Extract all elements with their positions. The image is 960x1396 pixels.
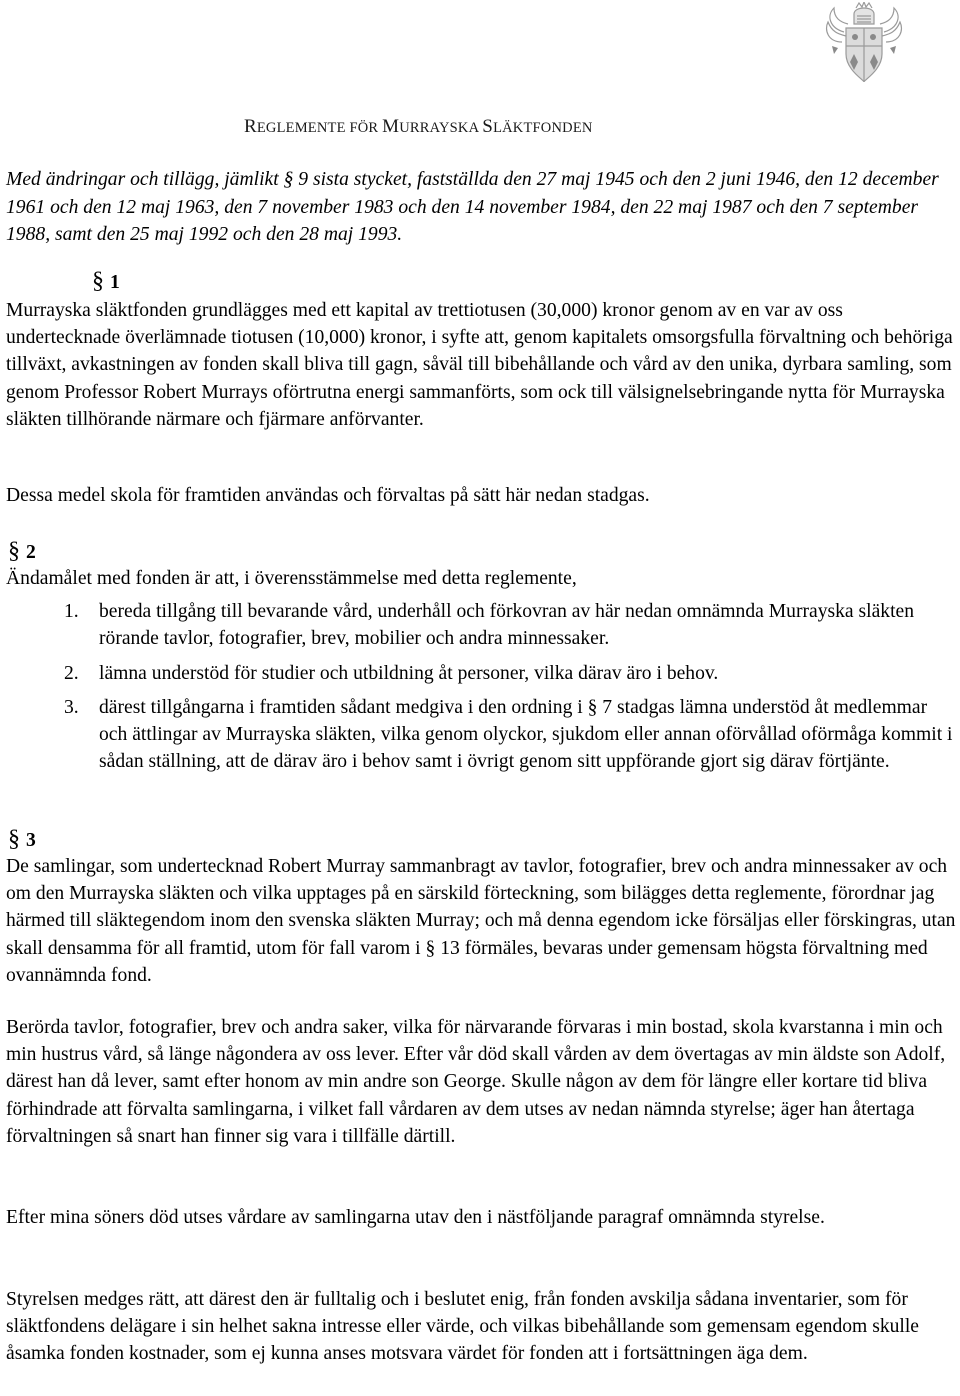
section-symbol: §: [92, 268, 104, 294]
section-2-paragraph-1: Ändamålet med fonden är att, i överensstämmelse med detta reglemente,: [6, 568, 577, 589]
section-1-paragraph-2: Dessa medel skola för framtiden användas och förvaltas på sätt här nedan stadgas.: [6, 485, 650, 506]
list-item-text: därest tillgångarna i framtiden sådant medgiva i den ordning i § 7 stadgas lämna understöd åt medlemmar och ättlingar av Murrayska släkten, vilka genom olyckor, sjukdom eller annan oförvållad oförmåga kommit i sådan ställning, att de därav äro i behov samt i övrigt genom sitt uppförande gjort sig därav förtjänte.: [99, 697, 953, 773]
list-item-number: 1.: [64, 601, 79, 622]
section-1-heading: [92, 268, 120, 296]
list-item-text: lämna understöd för studier och utbildning åt personer, vilka därav äro i behov.: [99, 663, 719, 684]
section-number: 3: [26, 830, 36, 851]
section-1-paragraph-1: Murrayska släktfonden grundlägges med ett kapital av trettiotusen (30,000) kronor genom av en var av oss undertecknade överlämnade tiotusen (10,000) kronor, i syfte att, genom kapitalets omsorgsfulla förvaltning och behöriga tillväxt, avkastningen av fonden skall bliva till gagn, såväl till bibehållande och vård av den unika, dyrbara samling, som genom Professor Robert Murrays oförtrutna energi sammanförts, som ock till välsignelsebringande nytta för Murrayska släkten tillhörande närmare och fjärmare anförvanter.: [6, 300, 953, 430]
section-number: 2: [26, 542, 36, 563]
document-title: REGLEMENTE FÖR MURRAYSKA SLÄKTFONDEN: [244, 116, 593, 137]
section-3-paragraph-1: De samlingar, som undertecknad Robert Murray sammanbragt av tavlor, fotografier, brev och andra minnessaker av och om den Murrayska släkten och vilka upptages på en särskild förteckning, som bilägges detta reglemente, förordnar jag härmed till släktegendom inom den svenska släkten Murray; och må denna egendom icke försäljas eller förskingras, utan skall densamma för all framtid, utom för fall varom i § 13 förmäles, bevaras under gemensam högsta förvaltning med ovannämnda fond.: [6, 856, 956, 986]
section-3-paragraph-4: Styrelsen medges rätt, att därest den är fulltalig och i beslutet enig, från fonden avskilja sådana inventarier, som för släktfondens delägare i sin helhet sakna intresse eller värde, och vilkas bibehållande som gemensam egendom skulle åsamka fonden kostnader, som ej kunna anses motsvara värdet för fonden att i fortsättningen äga dem.: [6, 1289, 920, 1365]
section-symbol: §: [8, 538, 20, 564]
section-3-heading: [8, 826, 36, 854]
list-item-number: 3.: [64, 697, 79, 718]
section-2-heading: [8, 538, 36, 566]
coat-of-arms-icon: [824, 2, 904, 86]
section-3-paragraph-3: Efter mina söners död utses vårdare av samlingarna utav den i nästföljande paragraf omnämnda styrelse.: [6, 1207, 825, 1228]
section-number: 1: [110, 272, 120, 293]
section-symbol: §: [8, 826, 20, 852]
document-page: [6, 0, 958, 1396]
list-item-number: 2.: [64, 663, 79, 684]
section-3-paragraph-2: Berörda tavlor, fotografier, brev och andra saker, vilka för närvarande förvaras i min bostad, skola kvarstanna i min och min hustrus vård, så länge någondera av oss lever. Efter vår död skall vården av dem övertagas av min äldste son Adolf, därest han då lever, samt efter honom av min andre son George. Skulle någon av dem för längre eller kortare tid bliva förhindrade att förvalta samlingarna, i vilket fall vårdaren av dem utses av nedan nämnda styrelse; äger han återtaga förvaltningen så snart han finner sig vara i tillfälle därtill.: [6, 1017, 946, 1147]
list-item-text: bereda tillgång till bevarande vård, underhåll och förkovran av här nedan omnämnda Murrayska släkten rörande tavlor, fotografier, brev, mobilier och andra minnessaker.: [99, 601, 915, 650]
intro-paragraph: Med ändringar och tillägg, jämlikt § 9 sista stycket, fastställda den 27 maj 1945 och den 2 juni 1946, den 12 december 1961 och den 12 maj 1963, den 7 november 1983 och den 14 november 1984, den 22 maj 1987 och den 7 september 1988, samt den 25 maj 1992 och den 28 maj 1993.: [6, 169, 939, 246]
